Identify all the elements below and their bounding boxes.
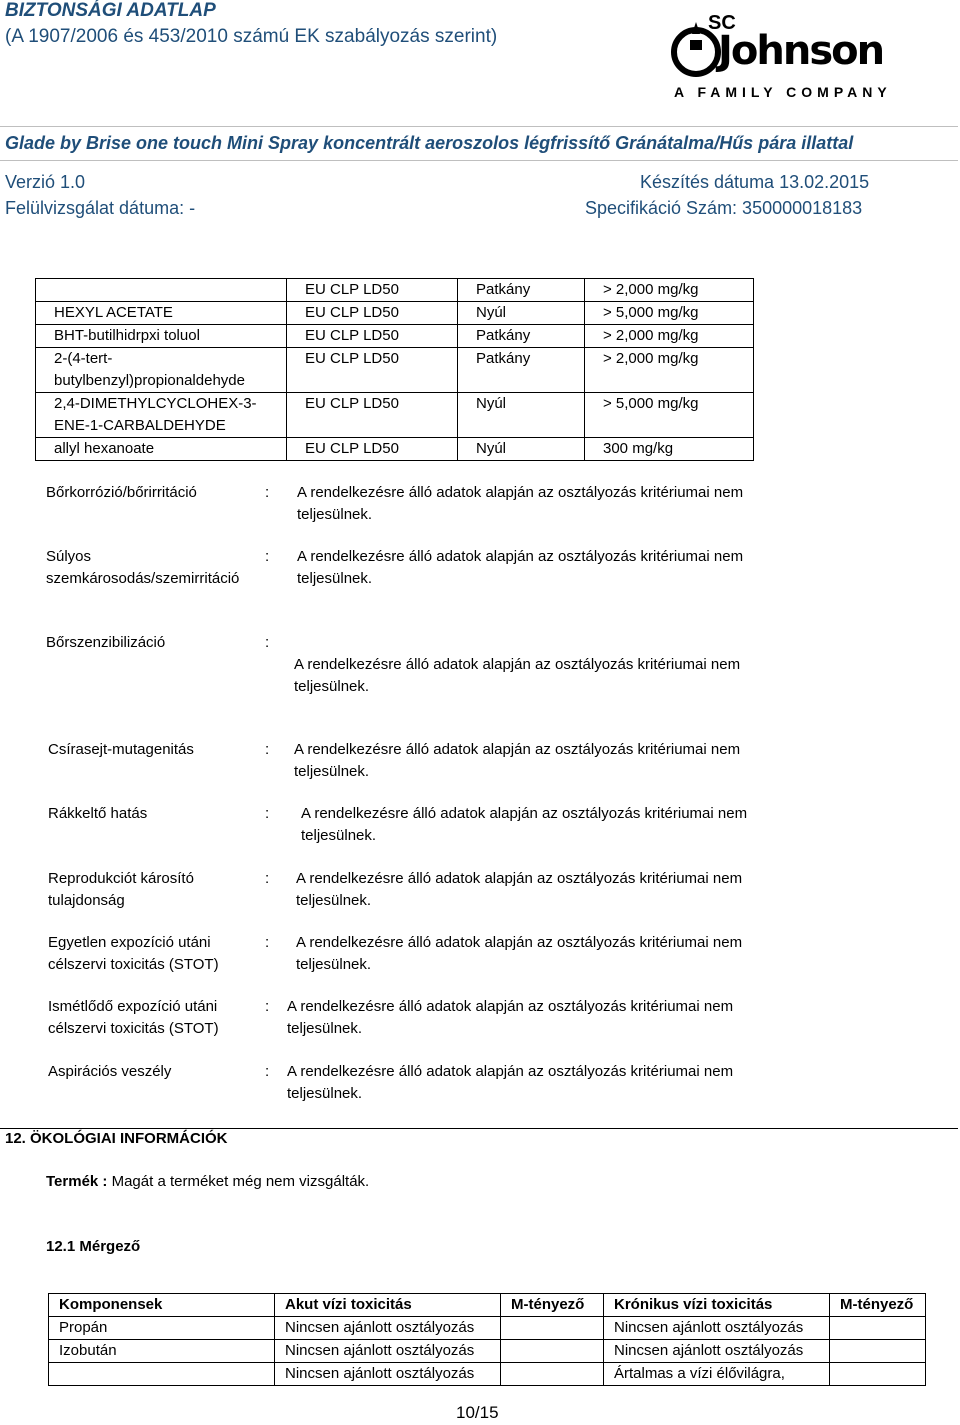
table-cell: Nincsen ajánlott osztályozás bbox=[604, 1317, 830, 1340]
table-cell: Ártalmas a vízi élővilágra, bbox=[604, 1363, 830, 1386]
method-cell: EU CLP LD50 bbox=[287, 325, 458, 348]
logo-wordmark: Johnson bbox=[718, 28, 884, 74]
component-cell: 2-(4-tert-butylbenzyl)propionaldehyde bbox=[36, 348, 287, 393]
column-header: M-tényező bbox=[830, 1294, 926, 1317]
table-row bbox=[36, 438, 754, 461]
table-cell: Nincsen ajánlott osztályozás bbox=[604, 1340, 830, 1363]
property-value: A rendelkezésre álló adatok alapján az osztályozás kritériumai nem teljesülnek. bbox=[296, 934, 743, 973]
table-row bbox=[36, 348, 754, 393]
table-cell: Nincsen ajánlott osztályozás bbox=[275, 1363, 501, 1386]
species-cell: Patkány bbox=[458, 279, 585, 302]
created-date: Készítés dátuma 13.02.2015 bbox=[640, 172, 870, 192]
table-cell: Izobután bbox=[49, 1340, 275, 1363]
property-value: A rendelkezésre álló adatok alapján az osztályozás kritériumai nem teljesülnek. bbox=[297, 548, 744, 587]
table-cell: Nincsen ajánlott osztályozás bbox=[275, 1317, 501, 1340]
property-colon: : bbox=[265, 934, 270, 951]
table-cell bbox=[501, 1317, 604, 1340]
property-value: A rendelkezésre álló adatok alapján az osztályozás kritériumai nem teljesülnek. bbox=[294, 741, 741, 780]
property-label: Reprodukciót károsító tulajdonság bbox=[48, 870, 194, 909]
page-number: 10/15 bbox=[456, 1403, 499, 1422]
value-cell: > 2,000 mg/kg bbox=[585, 325, 754, 348]
species-cell: Patkány bbox=[458, 325, 585, 348]
section-heading: 12. ÖKOLÓGIAI INFORMÁCIÓK bbox=[5, 1130, 228, 1147]
property-value: A rendelkezésre álló adatok alapján az osztályozás kritériumai nem teljesülnek. bbox=[301, 805, 748, 844]
component-cell: HEXYL ACETATE bbox=[36, 302, 287, 325]
table-cell bbox=[501, 1363, 604, 1386]
value-cell: > 5,000 mg/kg bbox=[585, 393, 754, 438]
header-divider bbox=[0, 126, 958, 127]
property-colon: : bbox=[265, 1063, 270, 1080]
property-label: Egyetlen expozíció utáni célszervi toxicitás (STOT) bbox=[48, 934, 219, 973]
component-cell: BHT-butilhidrpxi toluol bbox=[36, 325, 287, 348]
acute-toxicity-table bbox=[35, 278, 754, 461]
column-header: Krónikus vízi toxicitás bbox=[604, 1294, 830, 1317]
table-row bbox=[49, 1363, 926, 1386]
review-date: Felülvizsgálat dátuma: - bbox=[5, 198, 196, 218]
column-header: Akut vízi toxicitás bbox=[275, 1294, 501, 1317]
property-value: A rendelkezésre álló adatok alapján az osztályozás kritériumai nem teljesülnek. bbox=[294, 656, 741, 695]
table-row bbox=[36, 393, 754, 438]
property-colon: : bbox=[265, 484, 270, 501]
property-value: A rendelkezésre álló adatok alapján az osztályozás kritériumai nem teljesülnek. bbox=[297, 484, 744, 523]
property-label: Csírasejt-mutagenitás bbox=[48, 741, 194, 758]
aquatic-toxicity-table bbox=[48, 1293, 926, 1386]
method-cell: EU CLP LD50 bbox=[287, 393, 458, 438]
table-cell bbox=[830, 1340, 926, 1363]
method-cell: EU CLP LD50 bbox=[287, 302, 458, 325]
termek-value: Magát a terméket még nem vizsgálták. bbox=[111, 1173, 370, 1190]
spec-number: Specifikáció Szám: 350000018183 bbox=[585, 198, 863, 218]
table-cell bbox=[830, 1317, 926, 1340]
property-colon: : bbox=[265, 634, 270, 651]
component-cell bbox=[36, 279, 287, 302]
table-cell bbox=[49, 1363, 275, 1386]
table-header-row bbox=[49, 1294, 926, 1317]
property-colon: : bbox=[265, 870, 270, 887]
property-value: A rendelkezésre álló adatok alapján az osztályozás kritériumai nem teljesülnek. bbox=[287, 1063, 734, 1102]
method-cell: EU CLP LD50 bbox=[287, 279, 458, 302]
species-cell: Patkány bbox=[458, 348, 585, 393]
species-cell: Nyúl bbox=[458, 393, 585, 438]
column-header: Komponensek bbox=[49, 1294, 275, 1317]
table-row bbox=[36, 302, 754, 325]
value-cell: > 2,000 mg/kg bbox=[585, 279, 754, 302]
logo-sc-text: SC bbox=[708, 12, 736, 34]
table-cell: Propán bbox=[49, 1317, 275, 1340]
property-colon: : bbox=[265, 548, 270, 565]
document-title: BIZTONSÁGI ADATLAP bbox=[5, 0, 216, 21]
value-cell: > 5,000 mg/kg bbox=[585, 302, 754, 325]
table-row bbox=[49, 1317, 926, 1340]
table-row bbox=[36, 279, 754, 302]
species-cell: Nyúl bbox=[458, 438, 585, 461]
method-cell: EU CLP LD50 bbox=[287, 438, 458, 461]
table-cell: Nincsen ajánlott osztályozás bbox=[275, 1340, 501, 1363]
product-name: Glade by Brise one touch Mini Spray koncentrált aeroszolos légfrissítő Gránátalma/Hűs pára illattal bbox=[5, 133, 854, 153]
value-cell: > 2,000 mg/kg bbox=[585, 348, 754, 393]
company-logo bbox=[670, 12, 892, 104]
table-row bbox=[49, 1340, 926, 1363]
property-label: Súlyos szemkárosodás/szemirritáció bbox=[46, 548, 240, 587]
property-label: Bőrkorrózió/bőrirritáció bbox=[46, 484, 197, 501]
product-test-note bbox=[46, 1173, 369, 1190]
property-colon: : bbox=[265, 805, 270, 822]
component-cell: allyl hexanoate bbox=[36, 438, 287, 461]
termek-label: Termék : bbox=[46, 1173, 108, 1190]
product-divider bbox=[0, 160, 958, 161]
logo-tagline: A FAMILY COMPANY bbox=[674, 84, 892, 100]
method-cell: EU CLP LD50 bbox=[287, 348, 458, 393]
version-label: Verzió 1.0 bbox=[5, 172, 86, 192]
property-label: Aspirációs veszély bbox=[48, 1063, 172, 1080]
species-cell: Nyúl bbox=[458, 302, 585, 325]
table-row bbox=[36, 325, 754, 348]
property-label: Ismétlődő expozíció utáni célszervi toxicitás (STOT) bbox=[48, 998, 219, 1037]
property-colon: : bbox=[265, 741, 270, 758]
property-label: Rákkeltő hatás bbox=[48, 805, 148, 822]
property-value: A rendelkezésre álló adatok alapján az osztályozás kritériumai nem teljesülnek. bbox=[296, 870, 743, 909]
section-divider bbox=[0, 1128, 958, 1129]
property-label: Bőrszenzibilizáció bbox=[46, 634, 166, 651]
property-colon: : bbox=[265, 998, 270, 1015]
document-subtitle: (A 1907/2006 és 453/2010 számú EK szabályozás szerint) bbox=[5, 26, 498, 47]
table-cell bbox=[501, 1340, 604, 1363]
component-cell: 2,4-DIMETHYLCYCLOHEX-3-ENE-1-CARBALDEHYDE bbox=[36, 393, 287, 438]
column-header: M-tényező bbox=[501, 1294, 604, 1317]
subsection-heading: 12.1 Mérgező bbox=[46, 1238, 141, 1255]
value-cell: 300 mg/kg bbox=[585, 438, 754, 461]
property-value: A rendelkezésre álló adatok alapján az osztályozás kritériumai nem teljesülnek. bbox=[287, 998, 734, 1037]
table-cell bbox=[830, 1363, 926, 1386]
